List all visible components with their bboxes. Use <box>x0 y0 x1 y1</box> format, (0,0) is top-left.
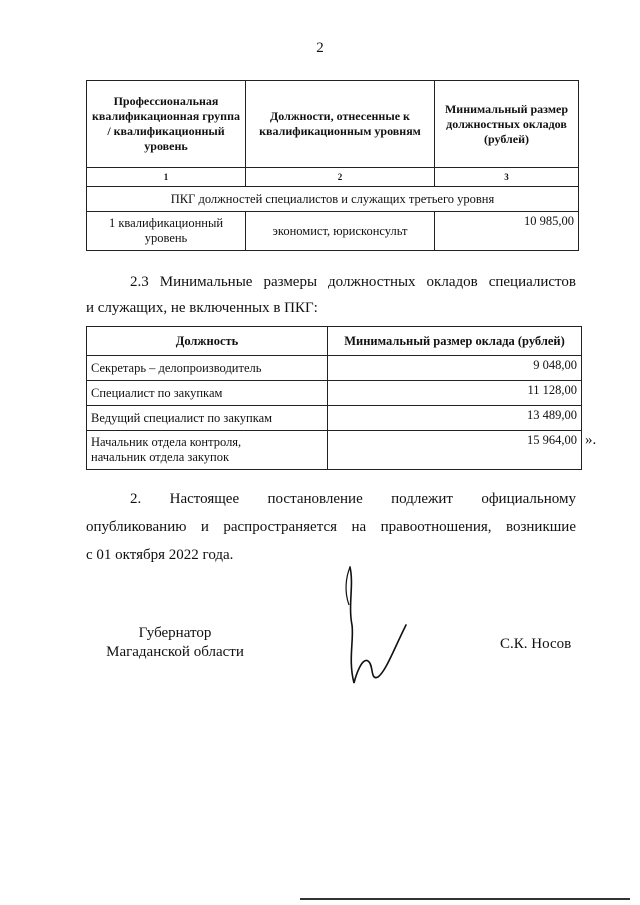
column-number: 1 <box>87 168 246 187</box>
table-header-row <box>87 81 579 168</box>
closing-quote: ». <box>585 432 597 448</box>
page-number: 2 <box>316 40 324 56</box>
header-positions: Должности, отнесенные к квалификационным уровням <box>246 81 435 168</box>
signatory-title-line: Магаданской области <box>106 644 244 660</box>
column-number: 3 <box>435 168 579 187</box>
qualification-table <box>86 80 579 251</box>
header-salary: Минимальный размер должностных окладов (рублей) <box>435 81 579 168</box>
bottom-border-line <box>300 898 630 900</box>
level-cell: 1 квалификационный уровень <box>87 212 246 251</box>
header-min-salary: Минимальный размер оклада (рублей) <box>328 327 582 356</box>
group-title-row <box>87 187 579 212</box>
table-row <box>87 431 582 470</box>
salary-value: 13 489,00 <box>328 406 582 431</box>
handwritten-signature <box>336 565 416 695</box>
signatory-title-line: Губернатор <box>138 625 212 641</box>
table-row <box>87 356 582 381</box>
column-number: 2 <box>246 168 435 187</box>
position-name <box>87 431 328 470</box>
salary-table <box>86 326 582 470</box>
position-name: Специалист по закупкам <box>87 381 328 406</box>
paragraph-2-line3: с 01 октября 2022 года. <box>86 547 234 563</box>
salary-cell: 10 985,00 <box>435 212 579 251</box>
header-position: Должность <box>87 327 328 356</box>
section-2-3-line1: 2.3 Минимальные размеры должностных окладов специалистов <box>130 274 576 290</box>
paragraph-2-line1: 2. Настоящее постановление подлежит официальному <box>130 491 576 507</box>
salary-value: 15 964,00 <box>328 431 582 470</box>
table-header-row <box>87 327 582 356</box>
salary-value: 9 048,00 <box>328 356 582 381</box>
column-numbers-row <box>87 168 579 187</box>
table-row <box>87 381 582 406</box>
position-name: Ведущий специалист по закупкам <box>87 406 328 431</box>
positions-cell: экономист, юрисконсульт <box>246 212 435 251</box>
section-2-3-line2: и служащих, не включенных в ПКГ: <box>86 300 318 316</box>
salary-value: 11 128,00 <box>328 381 582 406</box>
header-group: Профессиональная квалификационная группа / квалификационный уровень <box>87 81 246 168</box>
position-name-line: Начальник отдела контроля, <box>91 435 242 449</box>
position-name: Секретарь – делопроизводитель <box>87 356 328 381</box>
paragraph-2-line2: опубликованию и распространяется на правоотношения, возникшие <box>86 519 576 535</box>
table-row <box>87 406 582 431</box>
signatory-title <box>96 624 254 662</box>
group-title: ПКГ должностей специалистов и служащих третьего уровня <box>87 187 579 212</box>
table-row <box>87 212 579 251</box>
position-name-line: начальник отдела закупок <box>91 450 230 464</box>
signatory-name: С.К. Носов <box>500 636 572 652</box>
